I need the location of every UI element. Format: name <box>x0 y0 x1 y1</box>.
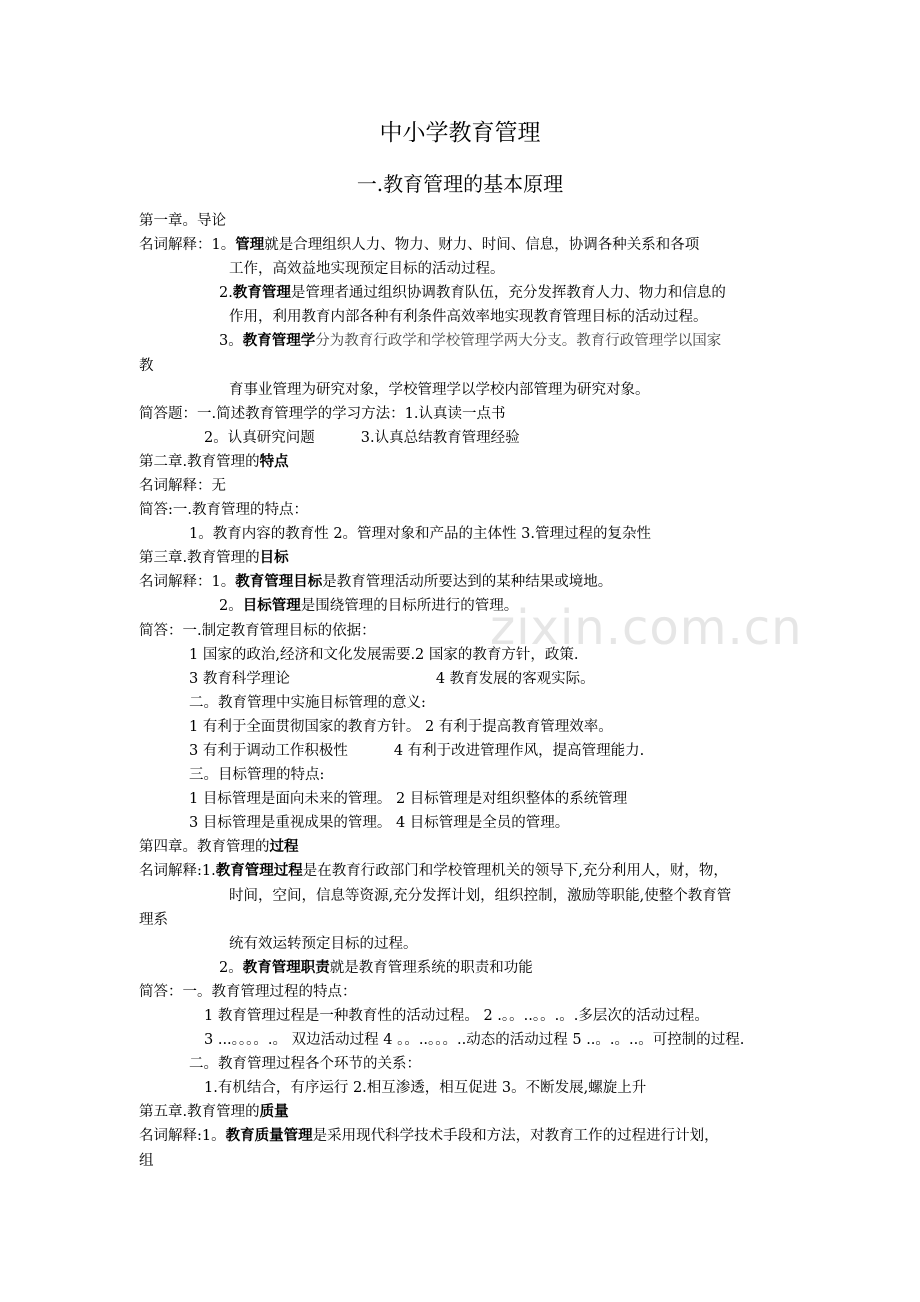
answer-item: 1 有利于全面贯彻国家的教育方针。 2 有利于提高教育管理效率。 <box>189 719 613 735</box>
answer-item: 3 目标管理是重视成果的管理。 4 目标管理是全员的管理。 <box>189 815 570 831</box>
definition-line: 名词解释：1。管理就是合理组织人力、物力、财力、时间、信息，协调各种关系和各项 <box>139 236 700 253</box>
answer-item: 3 教育科学理论 4 教育发展的客观实际。 <box>189 671 595 687</box>
answer-subheading: 三。目标管理的特点: <box>189 767 325 783</box>
answer-subheading: 二。教育管理中实施目标管理的意义: <box>189 695 426 711</box>
chapter-2-heading: 第二章.教育管理的特点 <box>139 453 289 470</box>
definition-continuation: 工作，高效益地实现预定目标的活动过程。 <box>229 261 505 277</box>
answer-item: 3 有利于调动工作积极性 4 有利于改进管理作风，提高管理能力. <box>189 743 645 759</box>
definition-line: 名词解释:1.教育管理过程是在教育行政部门和学校管理机关的领导下,充分利用人，财，物， <box>139 862 728 879</box>
definition-continuation: 组 <box>139 1153 154 1169</box>
chapter-5-heading: 第五章.教育管理的质量 <box>139 1103 289 1120</box>
definition-continuation: 时间，空间，信息等资源,充分发挥计划，组织控制，激励等职能,使整个教育管 <box>229 888 732 904</box>
short-answer-line: 2。认真研究问题 3.认真总结教育管理经验 <box>204 430 520 446</box>
chapter-3-heading: 第三章.教育管理的目标 <box>139 549 289 566</box>
answer-item: 1。教育内容的教育性 2。管理对象和产品的主体性 3.管理过程的复杂性 <box>189 526 652 542</box>
definition-continuation: 作用，利用教育内部各种有利条件高效率地实现教育管理目标的活动过程。 <box>229 309 708 325</box>
section-title: 一.教育管理的基本原理 <box>356 172 564 196</box>
chapter-1-heading: 第一章。导论 <box>139 213 226 229</box>
definition-line: 3。教育管理学分为教育行政学和学校管理学两大分支。教育行政管理学以国家 <box>219 332 722 349</box>
answer-item: 1 教育管理过程是一种教育性的活动过程。 2 .。。..。。.。.多层次的活动过程。 <box>204 1008 709 1024</box>
short-answer-line: 简答:一.教育管理的特点： <box>139 502 308 518</box>
document-title: 中小学教育管理 <box>379 120 541 146</box>
answer-item: 1.有机结合，有序运行 2.相互渗透，相互促进 3。不断发展,螺旋上升 <box>204 1080 647 1096</box>
definition-line: 2。教育管理职责就是教育管理系统的职责和功能 <box>219 959 533 976</box>
definition-line: 2.教育管理是管理者通过组织协调教育队伍，充分发挥教育人力、物力和信息的 <box>219 284 726 301</box>
watermark: zixin.com.cn <box>490 600 803 656</box>
answer-subheading: 二。教育管理过程各个环节的关系： <box>189 1056 421 1072</box>
definition-line: 名词解释：无 <box>139 478 226 494</box>
definition-continuation: 理系 <box>139 912 168 928</box>
definition-line: 名词解释：1。教育管理目标是教育管理活动所要达到的某种结果或境地。 <box>139 573 613 590</box>
answer-item: 3 ...。。。。.。 双边活动过程 4 。。..。。。..动态的活动过程 5 ..。.。..。可控制的过程. <box>204 1032 745 1048</box>
answer-item: 1 国家的政治,经济和文化发展需要.2 国家的教育方针，政策. <box>189 647 579 663</box>
answer-item: 1 目标管理是面向未来的管理。 2 目标管理是对组织整体的系统管理 <box>189 791 628 807</box>
short-answer-line: 简答题：一.简述教育管理学的学习方法：1.认真读一点书 <box>139 406 506 422</box>
short-answer-line: 简答：一。教育管理过程的特点： <box>139 984 357 1000</box>
definition-line: 名词解释:1。教育质量管理是采用现代科学技术手段和方法，对教育工作的过程进行计划， <box>139 1127 719 1144</box>
definition-continuation: 育事业管理为研究对象，学校管理学以学校内部管理为研究对象。 <box>229 382 650 398</box>
chapter-4-heading: 第四章。教育管理的过程 <box>139 838 299 855</box>
definition-continuation: 统有效运转预定目标的过程。 <box>229 936 418 952</box>
short-answer-line: 简答：一.制定教育管理目标的依据： <box>139 623 376 639</box>
definition-line: 2。目标管理是围绕管理的目标所进行的管理。 <box>219 597 519 614</box>
definition-continuation: 教 <box>139 358 154 374</box>
